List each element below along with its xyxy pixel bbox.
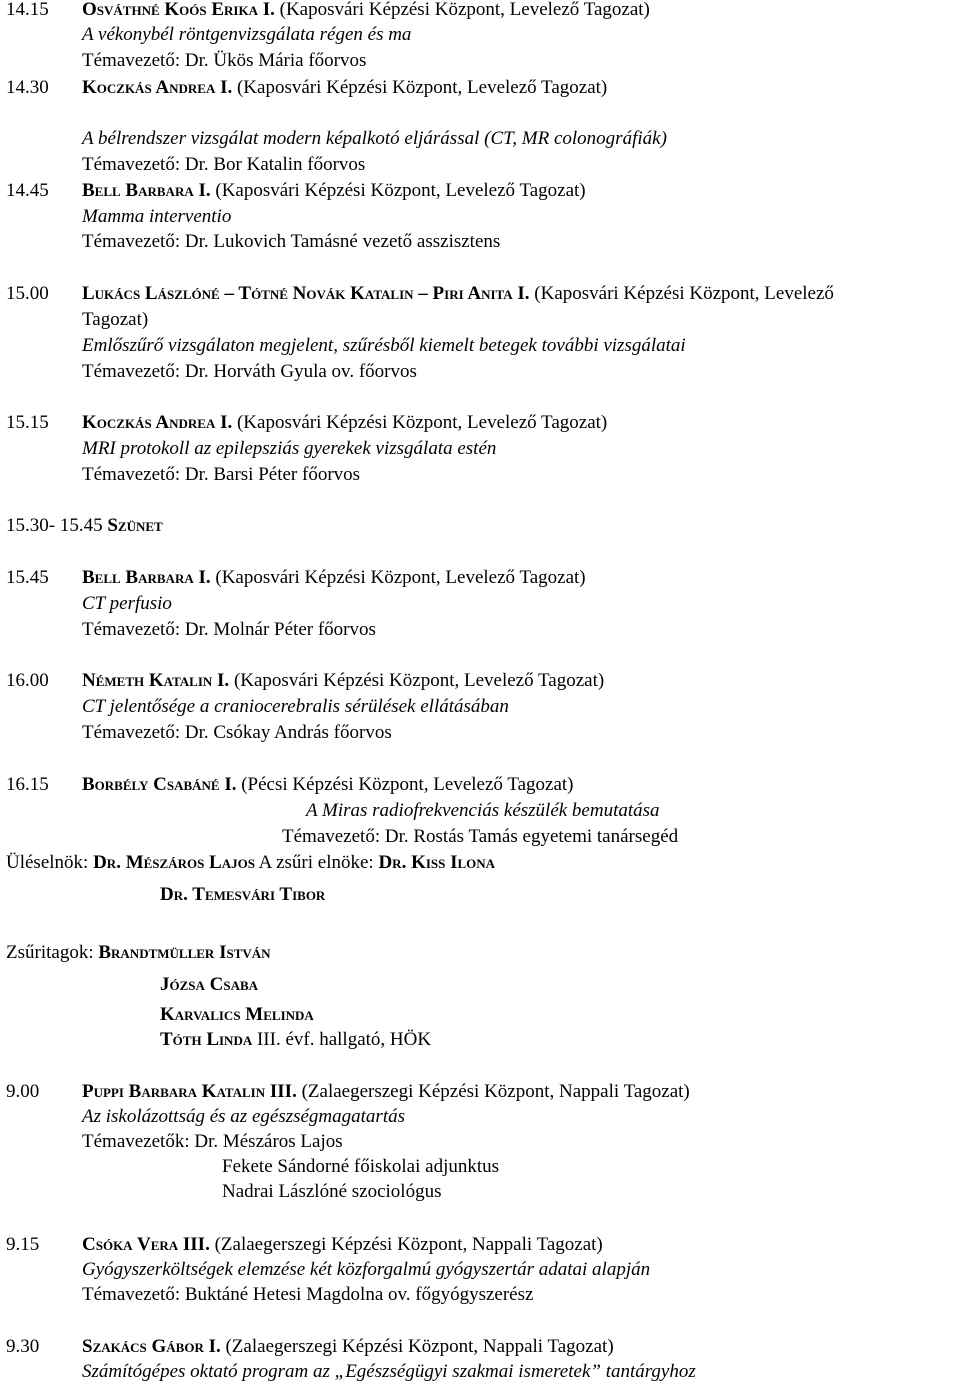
talk-title: MRI protokoll az epilepsziás gyerekek vizsgálata estén <box>82 438 497 459</box>
talk-title: Emlőszűrő vizsgálaton megjelent, szűrésből kiemelt betegek további vizsgálatai <box>82 335 686 356</box>
chair-name: Dr. Mészáros Lajos <box>93 852 255 873</box>
entry-header <box>82 75 607 101</box>
entry-header <box>82 0 650 23</box>
presenter-affiliation: (Pécsi Képzési Központ, Levelező Tagozat) <box>241 774 574 795</box>
talk-title: Mamma interventio <box>82 206 232 227</box>
talk-title: Számítógépes oktató program az „Egészségügyi szakmai ismeretek” tantárgyhoz <box>82 1361 696 1382</box>
supervisor: Témavezető: Dr. Ükös Mária főorvos <box>82 50 367 71</box>
supervisor: Témavezető: Buktáné Hetesi Magdolna ov. főgyógyszerész <box>82 1284 534 1305</box>
presenter-name: Lukács Lászlóné – Tótné Novák Katalin – Piri Anita I. <box>82 283 530 304</box>
jury-chair-label: A zsűri elnöke: <box>258 852 374 873</box>
jury-member: Brandtmüller István <box>98 942 271 963</box>
talk-title: A vékonybél röntgenvizsgálata régen és ma <box>82 24 412 45</box>
entry-time: 9.00 <box>6 1081 40 1102</box>
presenter-name: Borbély Csabáné I. <box>82 774 237 795</box>
supervisor: Témavezető: Dr. Barsi Péter főorvos <box>82 464 361 485</box>
entry-header <box>82 1232 603 1258</box>
supervisor: Témavezető: Dr. Rostás Tamás egyetemi tanársegéd <box>282 826 679 847</box>
jury-member: Józsa Csaba <box>160 974 259 995</box>
presenter-affiliation: (Kaposvári Képzési Központ, Levelező Tagozat) <box>236 412 608 433</box>
presenter-name: Osváthné Koós Erika I. <box>82 0 275 20</box>
presenter-name: Szakács Gábor I. <box>82 1336 221 1357</box>
entry-header <box>82 410 607 436</box>
break-label: Szünet <box>107 515 163 536</box>
supervisor: Témavezető: Dr. Csókay András főorvos <box>82 722 392 743</box>
jury-chair-name-2: Dr. Temesvári Tibor <box>160 884 326 905</box>
presenter-name: Bell Barbara I. <box>82 567 211 588</box>
entry-time: 14.30 <box>6 77 49 98</box>
presenter-affiliation: (Kaposvári Képzési Központ, Levelező <box>534 283 834 304</box>
entry-time: 9.30 <box>6 1336 40 1357</box>
supervisor: Témavezető: Dr. Lukovich Tamásné vezető asszisztens <box>82 231 501 252</box>
entry-time: 15.45 <box>6 567 49 588</box>
supervisor: Témavezetők: Dr. Mészáros Lajos <box>82 1131 343 1152</box>
presenter-name: Koczkás Andrea I. <box>82 77 233 98</box>
presenter-name: Bell Barbara I. <box>82 180 211 201</box>
talk-title: CT perfusio <box>82 593 172 614</box>
entry-header <box>82 281 834 307</box>
entry-header <box>82 1079 690 1105</box>
entry-time: 14.45 <box>6 180 49 201</box>
jury-label: Zsűritagok: <box>6 942 94 963</box>
talk-title: CT jelentősége a craniocerebralis sérülések ellátásában <box>82 696 509 717</box>
entry-time: 14.15 <box>6 0 49 20</box>
talk-title: Gyógyszerköltségek elemzése két közforgalmú gyógyszertár adatai alapján <box>82 1259 651 1280</box>
presenter-affiliation-cont: Tagozat) <box>82 309 149 330</box>
entry-header <box>82 772 574 798</box>
supervisor-2: Fekete Sándorné főiskolai adjunktus <box>222 1156 500 1177</box>
talk-title: A bélrendszer vizsgálat modern képalkotó eljárással (CT, MR colonográfiák) <box>82 128 667 149</box>
presenter-affiliation: (Zalaegerszegi Képzési Központ, Nappali Tagozat) <box>214 1234 603 1255</box>
entry-time: 16.00 <box>6 670 49 691</box>
entry-header <box>82 565 586 591</box>
entry-header <box>82 668 604 694</box>
jury-member-row <box>160 1027 431 1053</box>
entry-header <box>82 178 586 204</box>
entry-time: 15.00 <box>6 283 49 304</box>
presenter-affiliation: (Kaposvári Képzési Központ, Levelező Tagozat) <box>215 567 586 588</box>
jury-member: Tóth Linda <box>160 1029 253 1050</box>
entry-header <box>82 1334 614 1360</box>
presenter-name: Puppi Barbara Katalin III. <box>82 1081 297 1102</box>
presenter-affiliation: (Kaposvári Képzési Központ, Levelező Tagozat) <box>279 0 650 20</box>
supervisor: Témavezető: Dr. Bor Katalin főorvos <box>82 154 366 175</box>
presenter-name: Csóka Vera III. <box>82 1234 210 1255</box>
talk-title: Az iskolázottság és az egészségmagatartás <box>82 1106 405 1127</box>
presenter-affiliation: (Kaposvári Képzési Központ, Levelező Tagozat) <box>215 180 586 201</box>
presenter-affiliation: (Zalaegerszegi Képzési Központ, Nappali Tagozat) <box>225 1336 614 1357</box>
presenter-name: Németh Katalin I. <box>82 670 230 691</box>
jury-member: Karvalics Melinda <box>160 1004 314 1025</box>
entry-time: 16.15 <box>6 774 49 795</box>
jury-row <box>6 940 271 966</box>
jury-member-suffix: III. évf. hallgató, HÖK <box>256 1029 432 1050</box>
presenter-affiliation: (Kaposvári Képzési Központ, Levelező Tagozat) <box>233 670 605 691</box>
supervisor-3: Nadrai Lászlóné szociológus <box>222 1181 442 1202</box>
supervisor: Témavezető: Dr. Molnár Péter főorvos <box>82 619 376 640</box>
chair-label: Üléselnök: <box>6 852 89 873</box>
entry-time: 9.15 <box>6 1234 40 1255</box>
talk-title: A Miras radiofrekvenciás készülék bemutatása <box>306 800 660 821</box>
jury-chair-name: Dr. Kiss Ilona <box>378 852 496 873</box>
presenter-name: Koczkás Andrea I. <box>82 412 233 433</box>
entry-time: 15.15 <box>6 412 49 433</box>
presenter-affiliation: (Zalaegerszegi Képzési Központ, Nappali Tagozat) <box>301 1081 690 1102</box>
supervisor: Témavezető: Dr. Horváth Gyula ov. főorvos <box>82 361 417 382</box>
presenter-affiliation: (Kaposvári Képzési Központ, Levelező Tagozat) <box>236 77 608 98</box>
session-chair-row <box>6 850 495 876</box>
break-time: 15.30- 15.45 <box>6 515 103 536</box>
break-row <box>6 513 163 539</box>
